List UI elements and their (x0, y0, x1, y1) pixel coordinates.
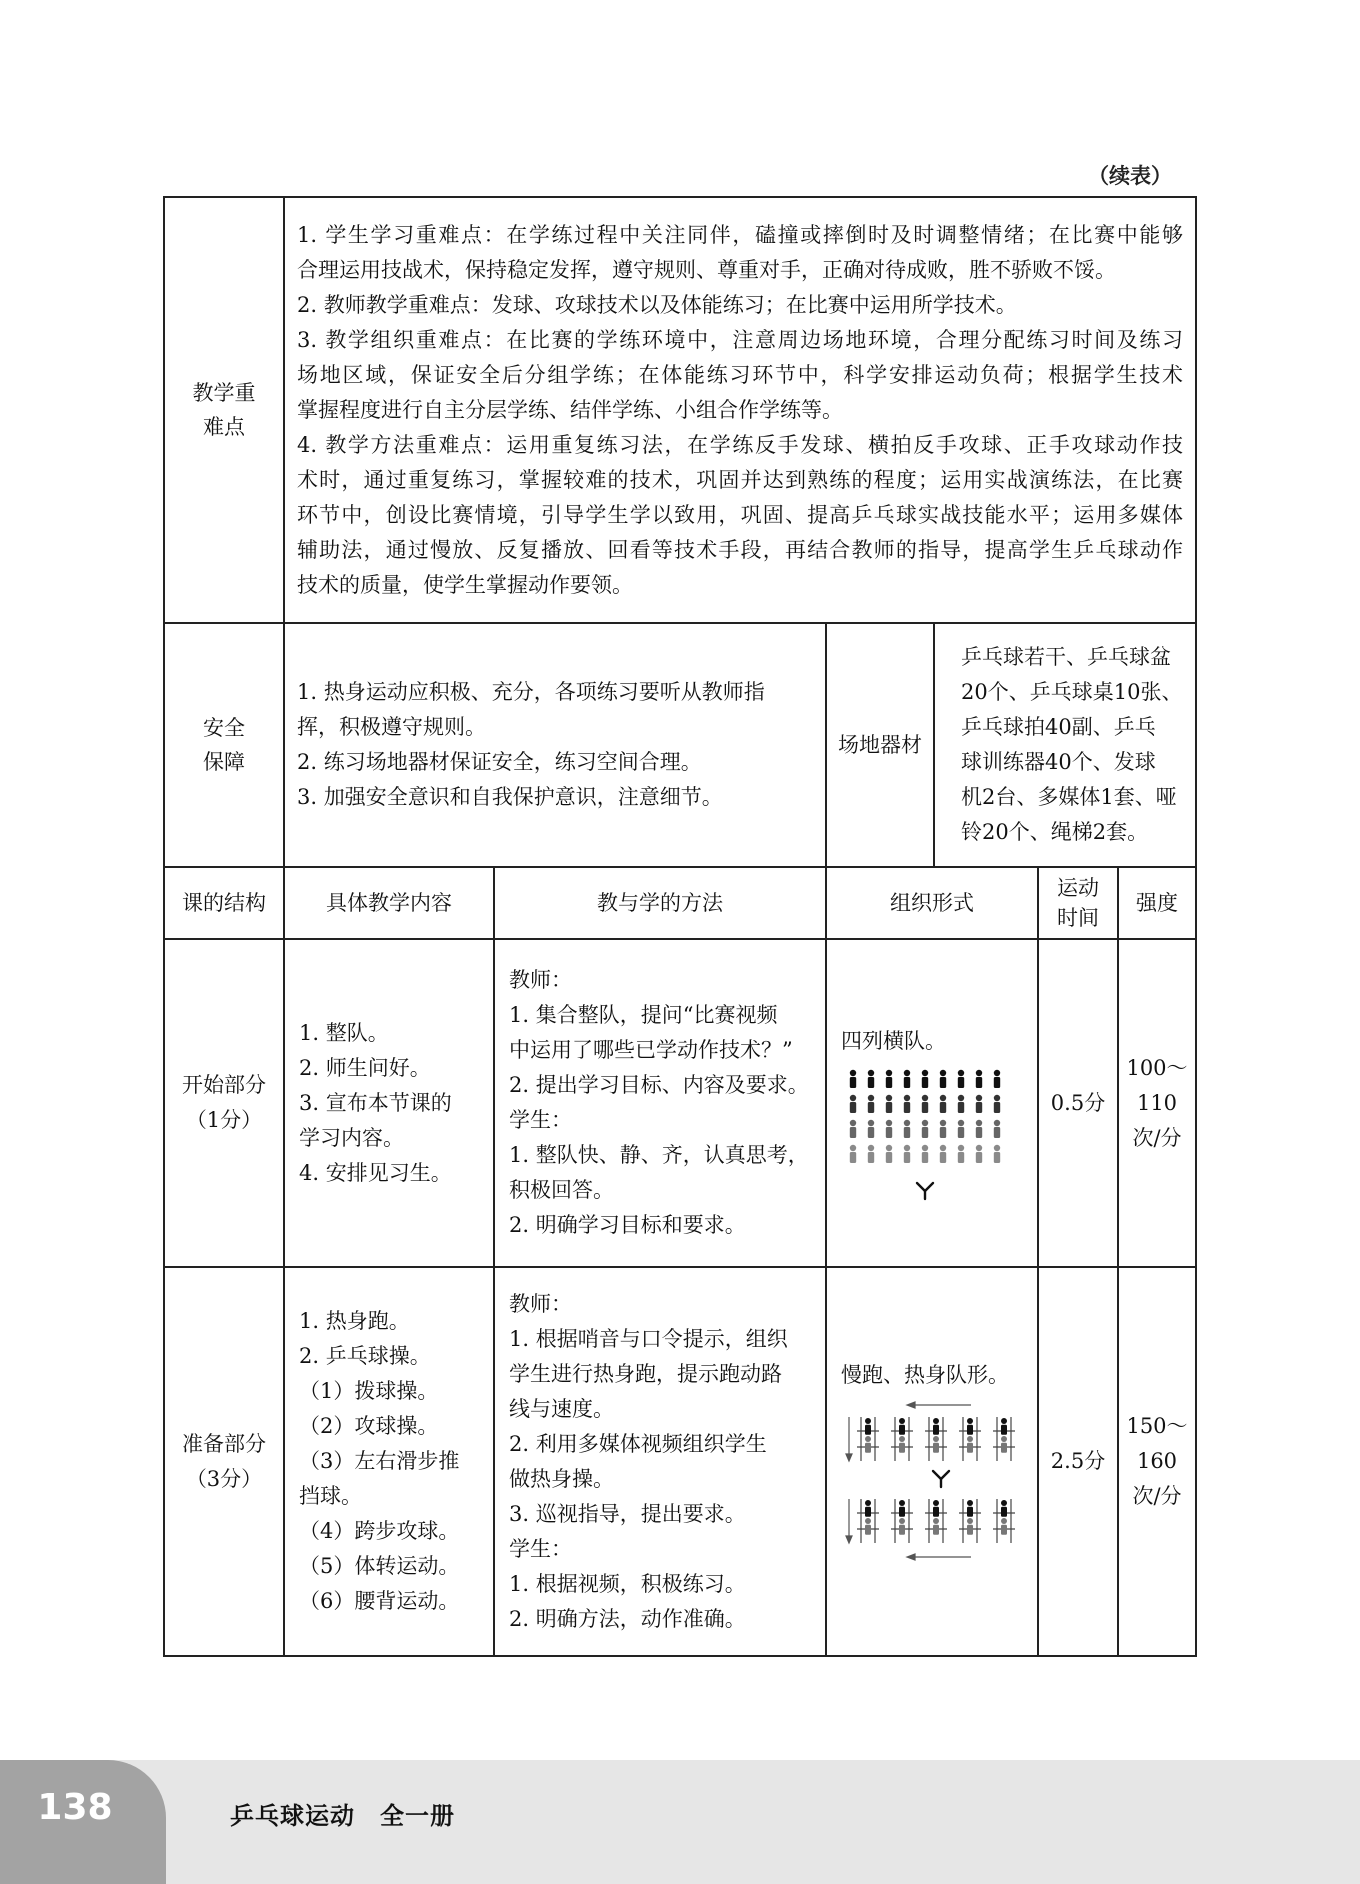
formation-row-1 (850, 1070, 1000, 1088)
lesson-plan-table (163, 196, 1197, 1657)
header-intensity: 强度 (1119, 868, 1197, 940)
top-arrow (907, 1402, 971, 1408)
bottom-arrow (907, 1554, 971, 1560)
safety-label: 安全 保障 (165, 624, 285, 868)
row1-organization-label: 四列横队。 (841, 1029, 946, 1053)
equipment-label: 场地器材 (827, 624, 935, 868)
difficulties-text: 1. 学生学习重难点：在学练过程中关注同伴，磕撞或摔倒时及时调整情绪；在比赛中能够 合理运用技战术，保持稳定发挥，遵守规则、尊重对手，正确对待成败，胜不骄败不馁。 2. 教师教学重难点：发球、攻球技术以及体能练习；在比赛中运用所学技术。 3. 教学组织重难点：在比赛的学练环境中，注意周边场地环境，合理分配练习时间及练习 场地区域，保证安全后分组学练；在体能练习环节中，科学安排运动负荷；根据学生技术 掌握程度进行自主分层学练、结伴学练、小组合作学练等。 4. 教学方法重难点：运用重复练习法，在学练反手发球、横拍反手攻球、正手攻球动作技 术时，通过重复练习，掌握较难的技术，巩固并达到熟练的程度；运用实战演练法，在比赛 环节中，创设比赛情境，引导学生学以致用，巩固、提高乒乓球实战技能水平；运用多媒体 辅助法，通过慢放、反复播放、回看等技术手段，再结合教师的指导，提高学生乒乓球动作 技术的质量，使学生掌握动作要领。 (285, 198, 1197, 624)
formation-row-3 (850, 1120, 1000, 1138)
book-title: 乒乓球运动 全一册 (230, 1802, 455, 1830)
row1-organization (827, 940, 1039, 1268)
teacher-icon (933, 1471, 949, 1487)
row2-time: 2.5分 (1039, 1268, 1119, 1657)
formation-row-4 (850, 1145, 1000, 1163)
page-number: 138 (37, 1787, 113, 1828)
header-structure: 课的结构 (165, 868, 285, 940)
row2-organization-label: 慢跑、热身队形。 (841, 1363, 1009, 1387)
continued-label: （续表） (1088, 164, 1172, 188)
row2-method: 教师： 1. 根据哨音与口令提示，组织 学生进行热身跑，提示跑动路 线与速度。 2. 利用多媒体视频组织学生 做热身操。 3. 巡视指导，提出要求。 学生： 1. 根据视频，积极练习。 2. 明确方法，动作准确。 (495, 1268, 827, 1657)
header-content: 具体教学内容 (285, 868, 495, 940)
safety-text: 1. 热身运动应积极、充分，各项练习要听从教师指 挥，积极遵守规则。 2. 练习场地器材保证安全，练习空间合理。 3. 加强安全意识和自我保护意识，注意细节。 (285, 624, 827, 868)
row2-structure: 准备部分 （3分） (165, 1268, 285, 1657)
left-arrow-upper (846, 1417, 852, 1461)
row1-content: 1. 整队。 2. 师生问好。 3. 宣布本节课的 学习内容。 4. 安排见习生。 (285, 940, 495, 1268)
formation-row-2 (850, 1095, 1000, 1113)
row1-intensity: 100～ 110 次/分 (1119, 940, 1197, 1268)
header-organization: 组织形式 (827, 868, 1039, 940)
teacher-icon (917, 1183, 933, 1199)
lower-group (857, 1499, 1015, 1543)
row1-structure: 开始部分 （1分） (165, 940, 285, 1268)
row1-time: 0.5分 (1039, 940, 1119, 1268)
footer-bar (0, 1760, 1360, 1884)
left-arrow-lower (846, 1499, 852, 1543)
row2-organization (827, 1268, 1039, 1657)
four-row-formation-diagram (841, 1065, 1021, 1215)
difficulties-label: 教学重 难点 (165, 198, 285, 624)
row2-intensity: 150～ 160 次/分 (1119, 1268, 1197, 1657)
equipment-text: 乒乓球若干、乒乓球盆 20个、乒乓球桌10张、 乒乓球拍40副、乒乓 球训练器40个、发球 机2台、多媒体1套、哑 铃20个、绳梯2套。 (935, 624, 1197, 868)
header-time: 运动 时间 (1039, 868, 1119, 940)
header-method: 教与学的方法 (495, 868, 827, 940)
warmup-run-formation-diagram (841, 1399, 1031, 1589)
upper-group (857, 1417, 1015, 1461)
row1-method: 教师： 1. 集合整队，提问“比赛视频 中运用了哪些已学动作技术？” 2. 提出学习目标、内容及要求。 学生： 1. 整队快、静、齐，认真思考， 积极回答。 2. 明确学习目标和要求。 (495, 940, 827, 1268)
row2-content: 1. 热身跑。 2. 乒乓球操。 （1）拨球操。 （2）攻球操。 （3）左右滑步推 挡球。 （4）跨步攻球。 （5）体转运动。 （6）腰背运动。 (285, 1268, 495, 1657)
